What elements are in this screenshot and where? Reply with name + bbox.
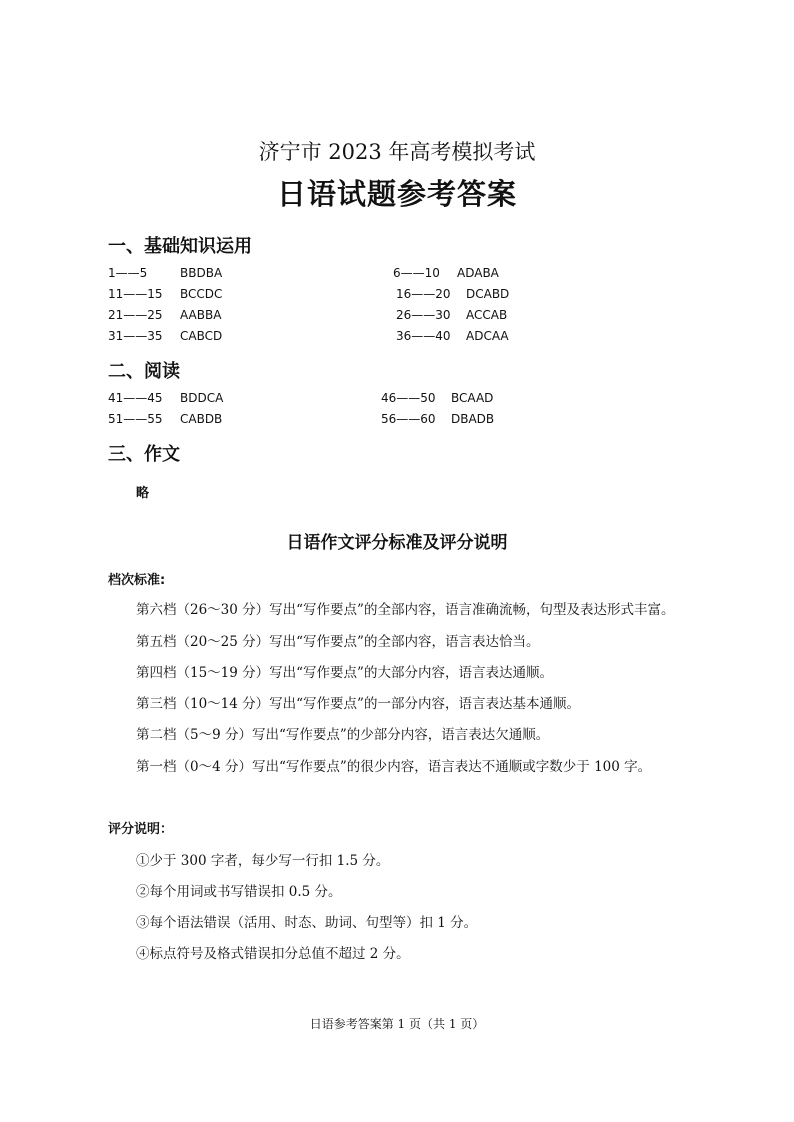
answer-row: [108, 266, 222, 280]
levels-label: 档次标准:: [108, 573, 166, 588]
note-line: ①少于 300 字者，每少写一行扣 1.5 分。: [136, 853, 390, 869]
answer-range: 21——25: [108, 308, 163, 322]
grading-title: 日语作文评分标准及评分说明: [286, 533, 508, 553]
answer-range: 6——10: [393, 266, 440, 280]
answer-value: DCABD: [466, 287, 510, 301]
answer-range: 11——15: [108, 287, 163, 301]
answer-value: BCAAD: [451, 391, 494, 405]
answer-row: [108, 329, 222, 343]
answer-range: 36——40: [396, 329, 451, 343]
answer-value: CABDB: [180, 412, 223, 426]
answer-range: 16——20: [396, 287, 451, 301]
answer-row: [396, 329, 509, 343]
answer-range: 1——5: [108, 266, 148, 280]
answer-range: 56——60: [381, 412, 436, 426]
answer-range: 46——50: [381, 391, 436, 405]
answer-value: BBDBA: [180, 266, 223, 280]
answer-row: [396, 287, 509, 301]
answer-row: [108, 391, 223, 405]
exam-title: 济宁市 2023 年高考模拟考试: [258, 140, 536, 164]
page-footer: 日语参考答案第 1 页（共 1 页）: [309, 1017, 485, 1031]
level-line: 第四档（15～19 分）写出“写作要点”的大部分内容，语言表达通顺。: [136, 665, 553, 681]
answer-value: CABCD: [180, 329, 223, 343]
answer-row: [108, 287, 222, 301]
notes-label: 评分说明：: [108, 822, 174, 837]
level-line: 第一档（0～4 分）写出“写作要点”的很少内容，语言表达不通顺或字数少于 100 字。: [136, 759, 652, 775]
answer-range: 26——30: [396, 308, 451, 322]
answer-value: ACCAB: [466, 308, 508, 322]
level-line: 第二档（5～9 分）写出“写作要点”的少部分内容，语言表达欠通顺。: [136, 727, 550, 743]
section3-note: 略: [136, 486, 150, 501]
answer-key-title: 日语试题参考答案: [276, 177, 517, 211]
answer-range: 31——35: [108, 329, 163, 343]
note-line: ②每个用词或书写错误扣 0.5 分。: [136, 884, 342, 900]
section1-heading: 一、基础知识运用: [108, 236, 252, 257]
answer-range: 41——45: [108, 391, 163, 405]
answer-range: 51——55: [108, 412, 163, 426]
answer-row: [396, 308, 507, 322]
section2-heading: 二、阅读: [108, 361, 180, 382]
answer-value: AABBA: [180, 308, 222, 322]
answer-value: DBADB: [451, 412, 495, 426]
answer-row: [393, 266, 499, 280]
level-line: 第三档（10～14 分）写出“写作要点”的一部分内容，语言表达基本通顺。: [136, 696, 580, 712]
section3-heading: 三、作文: [108, 444, 180, 465]
answer-row: [108, 412, 222, 426]
answer-value: BCCDC: [180, 287, 223, 301]
answer-row: [381, 391, 493, 405]
level-line: 第五档（20～25 分）写出“写作要点”的全部内容，语言表达恰当。: [136, 634, 540, 650]
answer-row: [108, 308, 221, 322]
note-line: ③每个语法错误（活用、时态、助词、句型等）扣 1 分。: [136, 915, 478, 931]
answer-value: ADCAA: [466, 329, 509, 343]
answer-value: BDDCA: [180, 391, 224, 405]
note-line: ④标点符号及格式错误扣分总值不超过 2 分。: [136, 946, 410, 962]
answer-value: ADABA: [457, 266, 499, 280]
answer-row: [381, 412, 494, 426]
level-line: 第六档（26～30 分）写出“写作要点”的全部内容，语言准确流畅，句型及表达形式丰富。: [136, 602, 675, 618]
